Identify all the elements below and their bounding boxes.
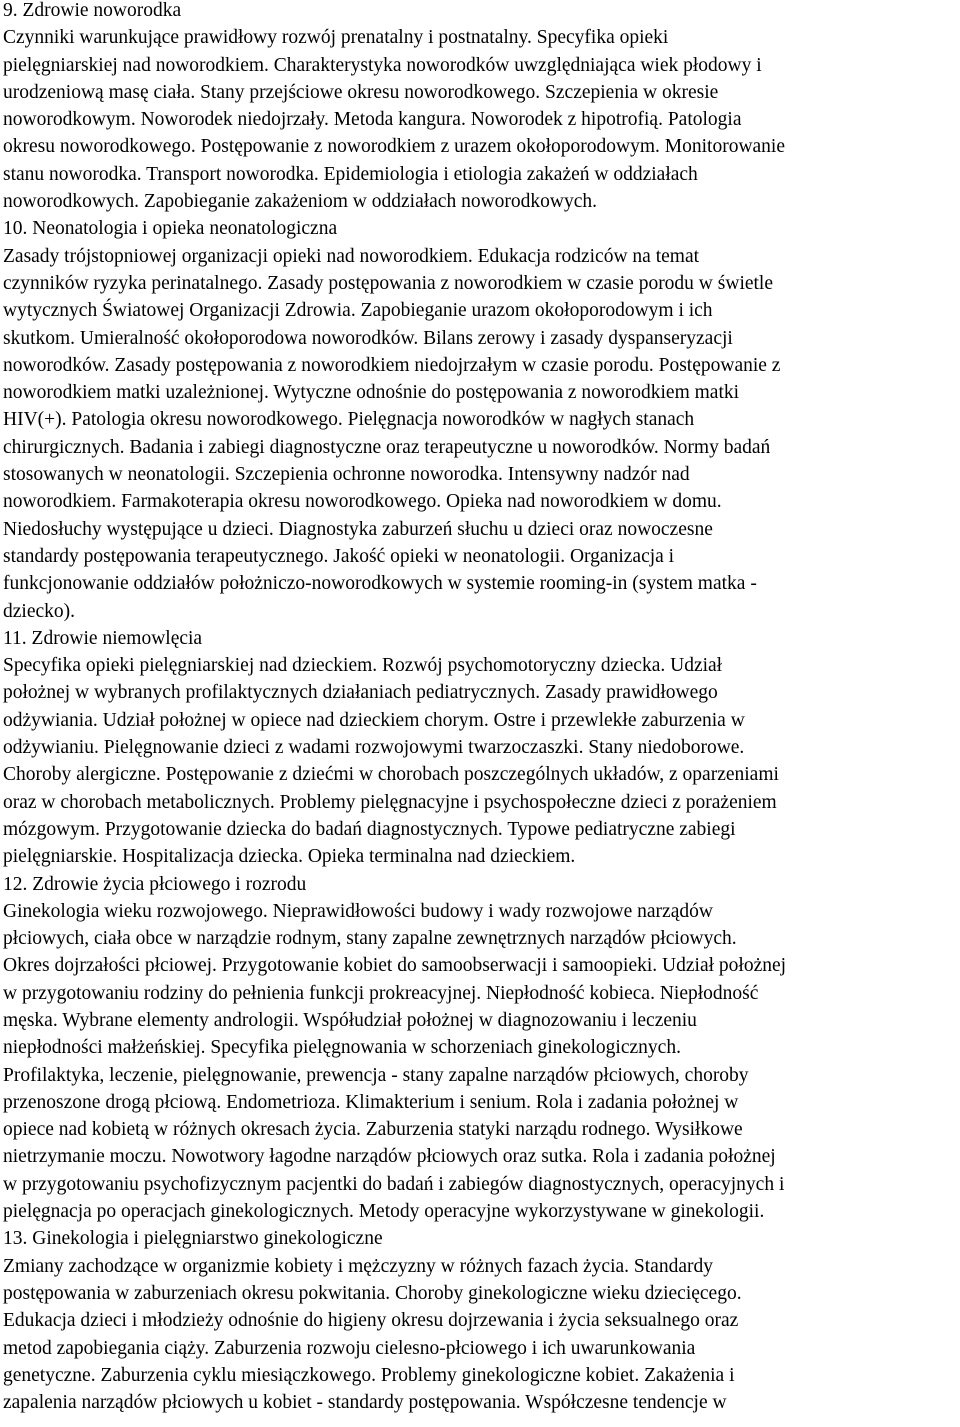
text-line: Profilaktyka, leczenie, pielęgnowanie, prewencja - stany zapalne narządów płciowych, choroby bbox=[3, 1064, 749, 1086]
text-line: przenoszone drogą płciową. Endometrioza. Klimakterium i senium. Rola i zadania położnej w bbox=[3, 1091, 739, 1113]
text-line: mózgowym. Przygotowanie dziecka do badań diagnostycznych. Typowe pediatryczne zabiegi bbox=[3, 818, 736, 840]
text-line: skutkom. Umieralność okołoporodowa noworodków. Bilans zerowy i zasady dyspanseryzacji bbox=[3, 327, 733, 349]
text-line: chirurgicznych. Badania i zabiegi diagnostyczne oraz terapeutyczne u noworodków. Normy badań bbox=[3, 436, 771, 458]
text-line: 13. Ginekologia i pielęgniarstwo ginekologiczne bbox=[3, 1228, 383, 1250]
text-line: 12. Zdrowie życia płciowego i rozrodu bbox=[3, 873, 307, 895]
text-line: standardy postępowania terapeutycznego. Jakość opieki w neonatologii. Organizacja i bbox=[3, 545, 675, 567]
text-line: urodzeniową masę ciała. Stany przejściowe okresu noworodkowego. Szczepienia w okresie bbox=[3, 81, 719, 103]
text-line: Okres dojrzałości płciowej. Przygotowanie kobiet do samoobserwacji i samoopieki. Udział położnej bbox=[3, 955, 787, 977]
text-line: niepłodności małżeńskiej. Specyfika pielęgnowania w schorzeniach ginekologicznych. bbox=[3, 1037, 681, 1059]
text-line: Czynniki warunkujące prawidłowy rozwój prenatalny i postnatalny. Specyfika opieki bbox=[3, 27, 669, 49]
text-line: postępowania w zaburzeniach okresu pokwitania. Choroby ginekologiczne wieku dziecięcego. bbox=[3, 1282, 742, 1304]
text-line: Edukacja dzieci i młodzieży odnośnie do higieny okresu dojrzewania i życia seksualnego oraz bbox=[3, 1310, 739, 1332]
text-line: położnej w wybranych profilaktycznych działaniach pediatrycznych. Zasady prawidłowego bbox=[3, 682, 718, 704]
text-line: Specyfika opieki pielęgniarskiej nad dzieckiem. Rozwój psychomotoryczny dziecka. Udział bbox=[3, 655, 723, 677]
text-line: metod zapobiegania ciąży. Zaburzenia rozwoju cielesno-płciowego i ich uwarunkowania bbox=[3, 1337, 696, 1359]
text-line: nietrzymanie moczu. Nowotwory łagodne narządów płciowych oraz sutka. Rola i zadania położnej bbox=[3, 1146, 776, 1168]
text-line: noworodkowym. Noworodek niedojrzały. Metoda kangura. Noworodek z hipotrofią. Patologia bbox=[3, 109, 742, 131]
text-line: 9. Zdrowie noworodka bbox=[3, 0, 182, 21]
text-line: 10. Neonatologia i opieka neonatologiczna bbox=[3, 218, 338, 240]
text-line: odżywiania. Udział położnej w opiece nad dzieckiem chorym. Ostre i przewlekłe zaburzenia w bbox=[3, 709, 745, 731]
text-line: dziecko). bbox=[3, 600, 76, 622]
text-line: wytycznych Światowej Organizacji Zdrowia. Zapobieganie urazom okołoporodowym i ich bbox=[3, 300, 713, 322]
text-line: pielęgnacja po operacjach ginekologicznych. Metody operacyjne wykorzystywane w ginekologii. bbox=[3, 1201, 765, 1223]
text-line: zapalenia narządów płciowych u kobiet - standardy postępowania. Współczesne tendencje w bbox=[3, 1392, 727, 1414]
document-page bbox=[3, 0, 959, 1416]
text-line: Zmiany zachodzące w organizmie kobiety i mężczyzny w różnych fazach życia. Standardy bbox=[3, 1255, 713, 1277]
text-line: oraz w chorobach metabolicznych. Problemy pielęgnacyjne i psychospołeczne dzieci z porażeniem bbox=[3, 791, 777, 813]
text-line: męska. Wybrane elementy andrologii. Współudział położnej w diagnozowaniu i leczeniu bbox=[3, 1009, 697, 1031]
text-line: w przygotowaniu rodziny do pełnienia funkcji prokreacyjnej. Niepłodność kobieca. Niepłodność bbox=[3, 982, 759, 1004]
text-line: noworodków. Zasady postępowania z noworodkiem niedojrzałym w czasie porodu. Postępowanie z bbox=[3, 354, 781, 376]
text-line: opiece nad kobietą w różnych okresach życia. Zaburzenia statyki narządu rodnego. Wysiłkowe bbox=[3, 1119, 743, 1141]
text-line: Zasady trójstopniowej organizacji opieki nad noworodkiem. Edukacja rodziców na temat bbox=[3, 245, 700, 267]
text-line: stanu noworodka. Transport noworodka. Epidemiologia i etiologia zakażeń w oddziałach bbox=[3, 163, 698, 185]
text-line: noworodkiem matki uzależnionej. Wytyczne odnośnie do postępowania z noworodkiem matki bbox=[3, 382, 740, 404]
text-line: 11. Zdrowie niemowlęcia bbox=[3, 627, 203, 649]
text-line: stosowanych w neonatologii. Szczepienia ochronne noworodka. Intensywny nadzór nad bbox=[3, 464, 690, 486]
text-line: okresu noworodkowego. Postępowanie z noworodkiem z urazem okołoporodowym. Monitorowanie bbox=[3, 136, 786, 158]
text-line: Choroby alergiczne. Postępowanie z dziećmi w chorobach poszczególnych układów, z oparzeniami bbox=[3, 764, 779, 786]
text-line: w przygotowaniu psychofizycznym pacjentki do badań i zabiegów diagnostycznych, operacyjnych i bbox=[3, 1173, 785, 1195]
text-line: funkcjonowanie oddziałów położniczo-noworodkowych w systemie rooming-in (system matka - bbox=[3, 573, 757, 595]
text-line: noworodkowych. Zapobieganie zakażeniom w oddziałach noworodkowych. bbox=[3, 191, 598, 213]
text-line: Ginekologia wieku rozwojowego. Nieprawidłowości budowy i wady rozwojowe narządów bbox=[3, 900, 713, 922]
text-line: Niedosłuchy występujące u dzieci. Diagnostyka zaburzeń słuchu u dzieci oraz nowoczesne bbox=[3, 518, 713, 540]
text-line: pielęgniarskie. Hospitalizacja dziecka. Opieka terminalna nad dzieckiem. bbox=[3, 846, 576, 868]
text-line: odżywianiu. Pielęgnowanie dzieci z wadami rozwojowymi twarzoczaszki. Stany niedoborowe. bbox=[3, 737, 745, 759]
text-line: genetyczne. Zaburzenia cyklu miesiączkowego. Problemy ginekologiczne kobiet. Zakażenia i bbox=[3, 1364, 735, 1386]
text-line: czynników ryzyka perinatalnego. Zasady postępowania z noworodkiem w czasie porodu w świetle bbox=[3, 272, 774, 294]
text-line: płciowych, ciała obce w narządzie rodnym, stany zapalne zewnętrznych narządów płciowych. bbox=[3, 928, 737, 950]
text-line: noworodkiem. Farmakoterapia okresu noworodkowego. Opieka nad noworodkiem w domu. bbox=[3, 491, 722, 513]
text-line: HIV(+). Patologia okresu noworodkowego. Pielęgnacja noworodków w nagłych stanach bbox=[3, 409, 695, 431]
text-line: pielęgniarskiej nad noworodkiem. Charakterystyka noworodków uwzględniająca wiek płodowy i bbox=[3, 54, 762, 76]
